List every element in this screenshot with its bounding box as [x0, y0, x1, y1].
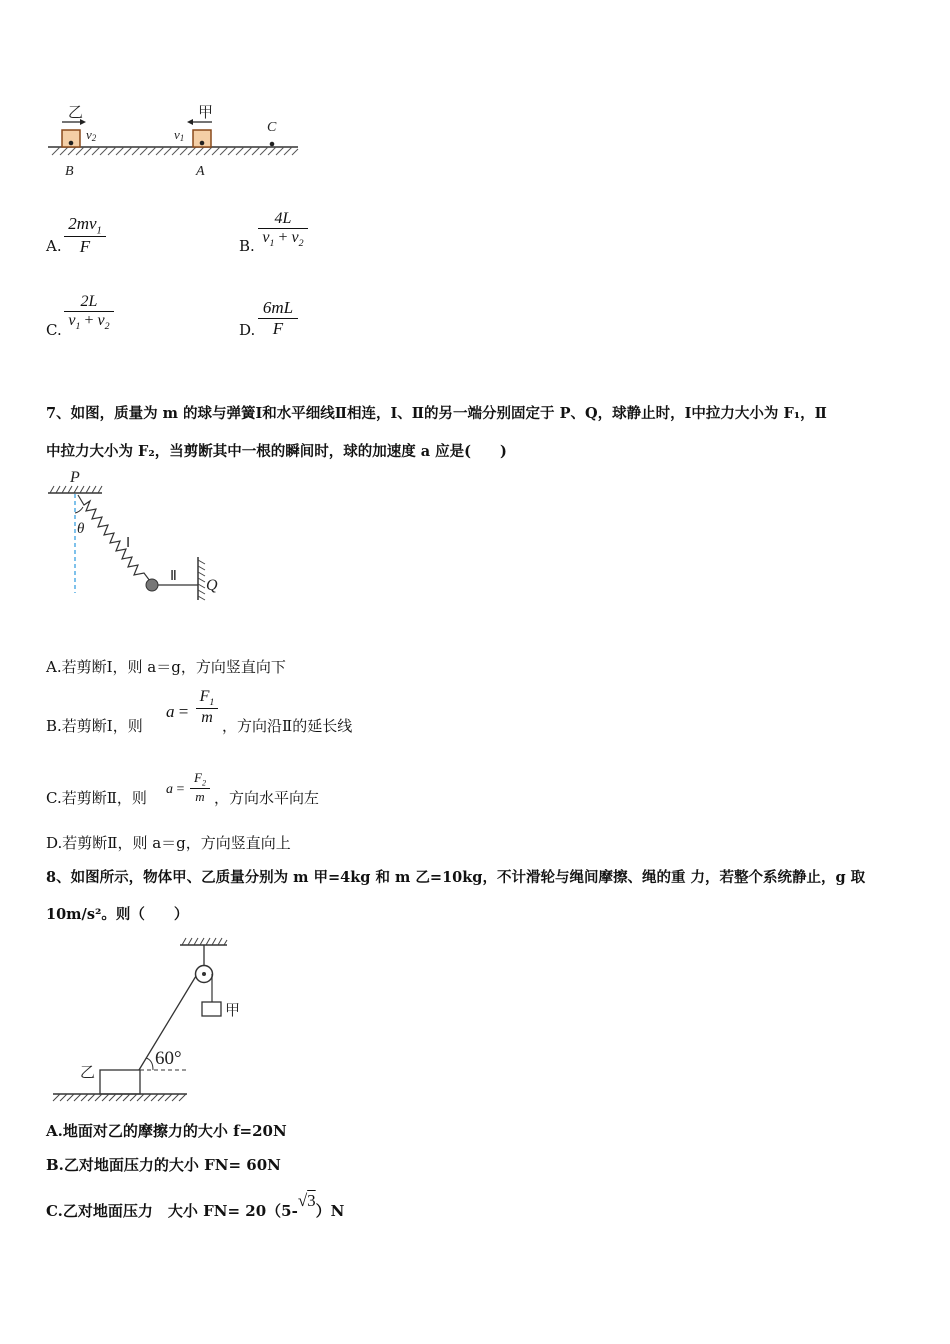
label-ii: Ⅱ — [170, 569, 177, 584]
label-jia: 甲 — [225, 1001, 241, 1019]
label-p: P — [70, 469, 80, 486]
point-c — [270, 142, 275, 147]
label-theta: θ — [77, 521, 85, 537]
q7-option-a[interactable]: A.若剪断Ⅰ，则 a＝g，方向竖直向下 — [46, 658, 286, 676]
figure-blocks-on-ground — [40, 95, 310, 185]
label-i: Ⅰ — [126, 536, 131, 551]
spring-one — [78, 495, 150, 581]
option-b-formula: 4L $v_1 + v_2$ — [258, 210, 308, 249]
option-d-formula: 6mL F — [258, 298, 298, 339]
label-yi: 乙 — [68, 103, 84, 121]
q7-option-c[interactable]: C.若剪断Ⅱ，则 — [46, 789, 147, 807]
q8-option-a[interactable]: A.地面对乙的摩擦力的大小 f=20N — [46, 1122, 287, 1140]
block-jia — [202, 1002, 221, 1016]
label-angle: 60° — [155, 1048, 182, 1069]
figure-spring-ball — [40, 465, 240, 605]
q7-b-fraction: $F_1$ m — [196, 688, 218, 727]
option-a-letter[interactable]: A. — [46, 237, 62, 255]
q8-stem-line2: 10m/s²。则（ ） — [46, 906, 189, 923]
label-c: C — [267, 120, 277, 135]
q7-c-fraction: $F_2$ m — [190, 770, 210, 805]
option-b-letter[interactable]: B. — [239, 237, 255, 255]
q7-stem-line2: 中拉力大小为 F₂，当剪断其中一根的瞬间时，球的加速度 a 应是( ) — [46, 443, 507, 460]
label-a: A — [196, 164, 205, 179]
figure-pulley-system — [45, 932, 255, 1107]
option-c-formula: 2L $v_1 + v_2$ — [64, 293, 114, 332]
label-yi: 乙 — [80, 1063, 96, 1081]
block-yi — [100, 1070, 140, 1094]
q8-stem-line1: 8、如图所示，物体甲、乙质量分别为 m 甲=4kg 和 m 乙=10kg，不计滑轮与绳间摩擦、绳的重 力，若整个系统静止，g 取 — [46, 869, 866, 886]
label-jia: 甲 — [198, 103, 214, 121]
svg-text:v2: v2 — [86, 127, 97, 143]
q7-option-b[interactable]: B.若剪断Ⅰ，则 — [46, 717, 143, 735]
q8-option-b[interactable]: B.乙对地面压力的大小 FN= 60N — [46, 1156, 281, 1174]
ball — [146, 579, 158, 591]
option-d-letter[interactable]: D. — [239, 321, 256, 339]
q8-option-c[interactable]: C.乙对地面压力 大小 FN= 20（5-√3）N — [46, 1191, 345, 1220]
option-c-letter[interactable]: C. — [46, 321, 62, 339]
label-b: B — [65, 164, 74, 179]
label-q: Q — [206, 577, 218, 594]
option-a-formula: $2mv_1$ F — [64, 214, 106, 257]
q7-stem-line1: 7、如图，质量为 m 的球与弹簧Ⅰ和水平细线Ⅱ相连，Ⅰ、Ⅱ的另一端分别固定于 P、Q，球静止时，Ⅰ中拉力大小为 F₁，Ⅱ — [46, 405, 827, 422]
q7-option-d[interactable]: D.若剪断Ⅱ，则 a＝g，方向竖直向上 — [46, 834, 291, 852]
svg-text:v1: v1 — [174, 127, 185, 143]
sqrt-symbol: √3 — [297, 1191, 316, 1210]
